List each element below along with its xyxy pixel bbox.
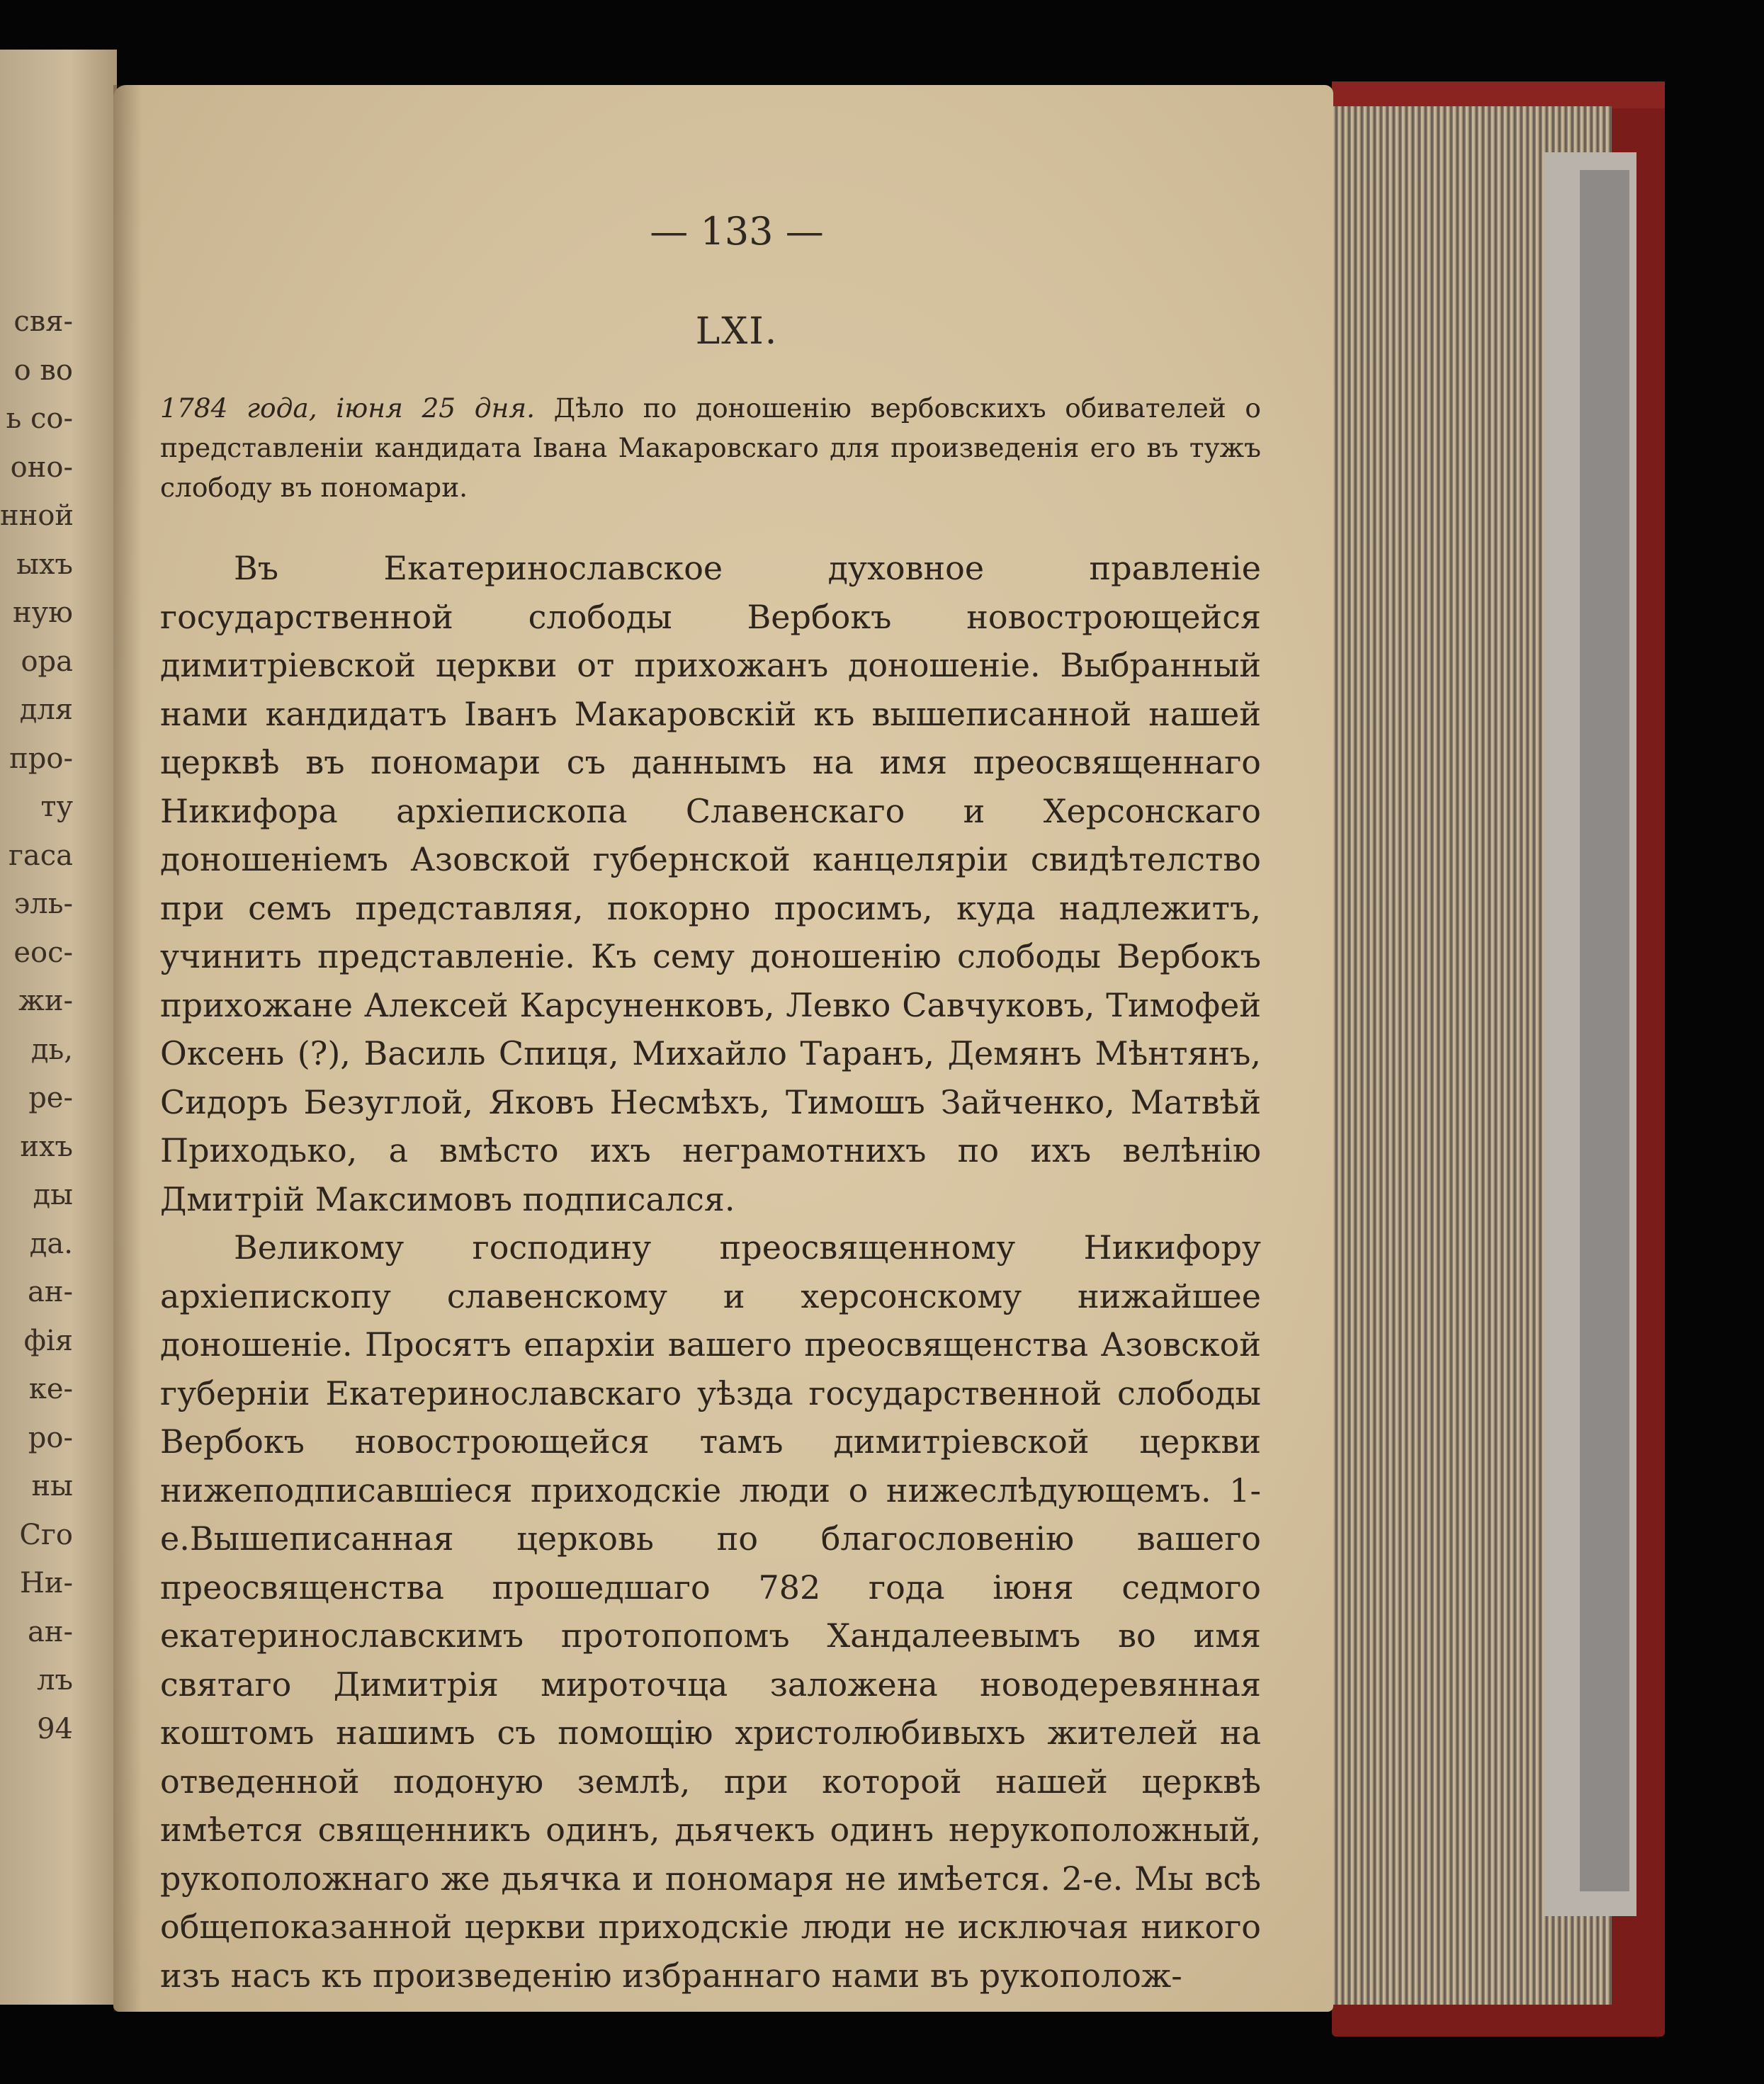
page-edges-dark (1580, 170, 1629, 1891)
left-page-line: ь со- (6, 402, 73, 435)
left-page-line: еос- (13, 936, 73, 969)
left-page-line: жи- (18, 985, 73, 1017)
paragraph: Великому господину преосвященному Никифору архiепископу славенскому и херсонскому нижайшее доношенiе. Просятъ епархiи вашего преосвященства Азовской губернiи Екатеринославскаго уѣзда государственной слободы Вербокъ новостроющейся тамъ димитрiевской церкви нижеподписавшiеся приходскiе люди о нижеслѣдующемъ. 1-е.Вышеписанная церковь по благословенiю вашего преосвященства прошедшаго 782 года iюня седмого екатеринославскимъ протопопомъ Хандалеевымъ во имя святаго Димитрiя мироточца заложена новодеревянная коштомъ нашимъ съ помощiю христолюбивыхъ жителей на отведенной подоную землѣ, при которой нашей церквѣ имѣется священникъ одинъ, дьячекъ одинъ нерукоположный, рукоположнаго же дьячка и пономаря не имѣется. 2-е. Мы всѣ общепоказанной церкви приходскiе люди не исключая никого изъ насъ къ произведенiю избраннаго нами въ рукополож- (160, 1228, 1261, 1995)
summary-date: 1784 года, iюня 25 дня. (160, 392, 536, 424)
left-page-line: ке- (28, 1373, 73, 1405)
left-page-line: лъ (37, 1664, 73, 1697)
left-page (0, 50, 117, 2005)
left-page-line: ро- (28, 1421, 73, 1454)
left-page-line: эль- (13, 888, 73, 920)
left-page-line: Ни- (19, 1567, 73, 1599)
left-page-line: о во (13, 353, 73, 387)
left-page-line: да. (29, 1227, 73, 1260)
left-page-line: свя- (13, 305, 73, 338)
page-number: — 133 — (650, 209, 824, 254)
left-page-line: ны (31, 1470, 73, 1502)
left-page-line: ан- (27, 1276, 73, 1308)
left-page-line: гаса (8, 839, 73, 872)
summary-text: Дѣло по доношенiю вербовскихъ обивателей о представленiи кандидата Iвана Макаровскаго для произведенiя его въ тужъ слободу въ пономари. (160, 392, 1261, 503)
page-gutter (113, 85, 142, 2012)
left-page-line: оно- (10, 451, 73, 484)
left-page-line: фiя (23, 1324, 73, 1357)
left-page-line: 94 (37, 1712, 73, 1745)
book-cover-top (1332, 81, 1665, 108)
document-heading: LXI. (695, 310, 779, 353)
body-text (160, 544, 1261, 2000)
left-page-line: ту (40, 791, 73, 823)
left-page-line: Сго (19, 1518, 73, 1551)
left-page-line: ре- (28, 1082, 73, 1114)
left-page-line: про- (9, 742, 73, 775)
left-page-line: ихъ (20, 1130, 73, 1163)
paragraph: Въ Екатеринославское духовное правленiе государственной слободы Вербокъ новостроющейся димитрiевской церкви от прихожанъ доношенiе. Выбранный нами кандидатъ Iванъ Макаровскiй къ вышеписанной нашей церквѣ въ пономари съ даннымъ на имя преосвященнаго Никифора архiепископа Славенскаго и Херсонскаго доношенiемъ Азовской губернской канцелярiи свидѣтелство при семъ представляя, покорно просимъ, куда надлежитъ, учинить представленiе. Къ сему доношенiю слободы Вербокъ прихожане Алексей Карсуненковъ, Левко Савчуковъ, Тимофей Оксень (?), Василь Спиця, Михайло Таранъ, Демянъ Мѣнтянъ, Сидоръ Безуглой, Яковъ Несмѣхъ, Тимошъ Зайченко, Матвѣй Приходько, а вмѣсто ихъ неграмотнихъ по ихъ велѣнiю Дмитрiй Максимовъ подписался. (160, 549, 1261, 1218)
left-page-line: ную (12, 596, 73, 629)
left-page-line: ыхъ (16, 548, 73, 581)
left-page-line: дь, (30, 1033, 73, 1066)
left-page-line: ан- (27, 1615, 73, 1648)
left-page-fragments (0, 298, 117, 1753)
left-page-line: ора (21, 645, 73, 678)
left-page-line: нной (0, 499, 74, 532)
left-page-line: ды (33, 1179, 73, 1211)
left-page-line: для (19, 693, 73, 726)
document-summary (160, 388, 1261, 507)
